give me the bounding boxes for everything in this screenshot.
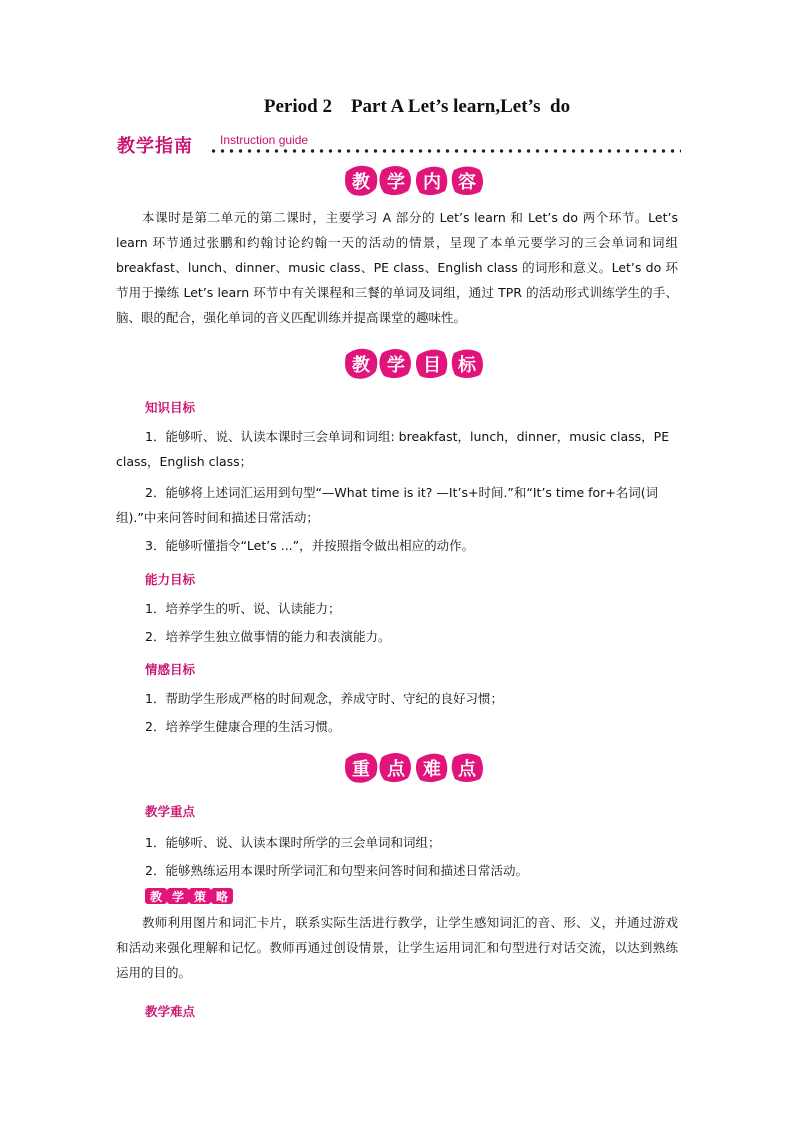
- list-item: 1．帮助学生形成严格的时间观念，养成守时、守纪的良好习惯；: [145, 691, 503, 706]
- list-item: 1．能够听、说、认读本课时三会单词和词组: breakfast，lunch，dinner，music class，PE class，English class；: [116, 429, 670, 469]
- banner-char: 点: [387, 759, 405, 780]
- teaching-strategy-label: [145, 886, 235, 906]
- strategy-text: 教师利用图片和词汇卡片，联系实际生活进行教学，让学生感知词汇的音、形、义，并通过游戏和活动来强化理解和记忆。教师再通过创设情景，让学生运用词汇和句型进行对话交流，以达到熟练运用的目的。: [116, 915, 678, 980]
- emotion-objectives-heading: 情感目标: [145, 662, 196, 677]
- banner-char: 教: [352, 172, 370, 193]
- list-item: 1．能够听、说、认读本课时所学的三会单词和词组；: [145, 835, 441, 850]
- list-item: 2．培养学生健康合理的生活习惯。: [145, 719, 341, 734]
- strategy-char: 略: [215, 890, 229, 904]
- list-item: 2．能够将上述词汇运用到句型“—What time is it? —It’s+时间.”和“It’s time for+名词(词组).”中来问答时间和描述日常活动；: [116, 485, 659, 525]
- banner-char: 学: [387, 172, 405, 193]
- list-item: 3．能够听懂指令“Let’s ...”，并按照指令做出相应的动作。: [145, 538, 475, 553]
- banner-char: 学: [387, 355, 405, 376]
- guide-label-en: Instruction guide: [220, 133, 309, 147]
- content-paragraph: [116, 205, 678, 330]
- banner-char: 容: [458, 172, 476, 193]
- dotted-divider: [209, 148, 681, 154]
- banner-char: 点: [458, 759, 476, 780]
- banner-char: 重: [352, 759, 370, 780]
- banner-char: 内: [423, 172, 441, 193]
- page-title: Period 2 Part A Let’s learn,Let’s do: [263, 96, 571, 117]
- banner-char: 教: [352, 355, 370, 376]
- banner-char: 难: [423, 759, 441, 780]
- ability-objectives-heading: 能力目标: [145, 572, 196, 587]
- list-item: 2．培养学生独立做事情的能力和表演能力。: [145, 629, 391, 644]
- content-text: 本课时是第二单元的第二课时，主要学习 A 部分的 Let’s learn 和 Let’s do 两个环节。Let’s learn 环节通过张鹏和约翰讨论约翰一天的活动的情景，呈现了本单元要学习的三会单词和词组 breakfast、lunch、dinner、music class、PE class、English class 的词形和意义。Let’s do 环节用于操练 Let’s learn 环节中有关课程和三餐的单词及词组，通过 TPR 的活动形式训练学生的手、脑、眼的配合，强化单词的音义匹配训练并提高课堂的趣味性。: [116, 210, 678, 325]
- strategy-char: 教: [149, 890, 163, 904]
- teaching-difficulty-heading: 教学难点: [145, 1004, 196, 1019]
- instruction-guide-header: [117, 130, 681, 156]
- strategy-paragraph: [116, 910, 678, 985]
- teaching-focus-heading: 教学重点: [145, 804, 196, 819]
- list-item: 1．培养学生的听、说、认读能力；: [145, 601, 341, 616]
- banner-teaching-content: [342, 164, 486, 198]
- list-item: 2．能够熟练运用本课时所学词汇和句型来问答时间和描述日常活动。: [145, 863, 528, 878]
- banner-char: 目: [423, 355, 441, 376]
- strategy-char: 策: [193, 890, 207, 904]
- banner-teaching-objectives: [342, 347, 486, 381]
- banner-key-points: [342, 751, 486, 785]
- strategy-char: 学: [171, 890, 185, 904]
- knowledge-objectives-heading: 知识目标: [145, 400, 196, 415]
- banner-char: 标: [458, 355, 476, 376]
- guide-label-cn: 教学指南: [117, 136, 193, 157]
